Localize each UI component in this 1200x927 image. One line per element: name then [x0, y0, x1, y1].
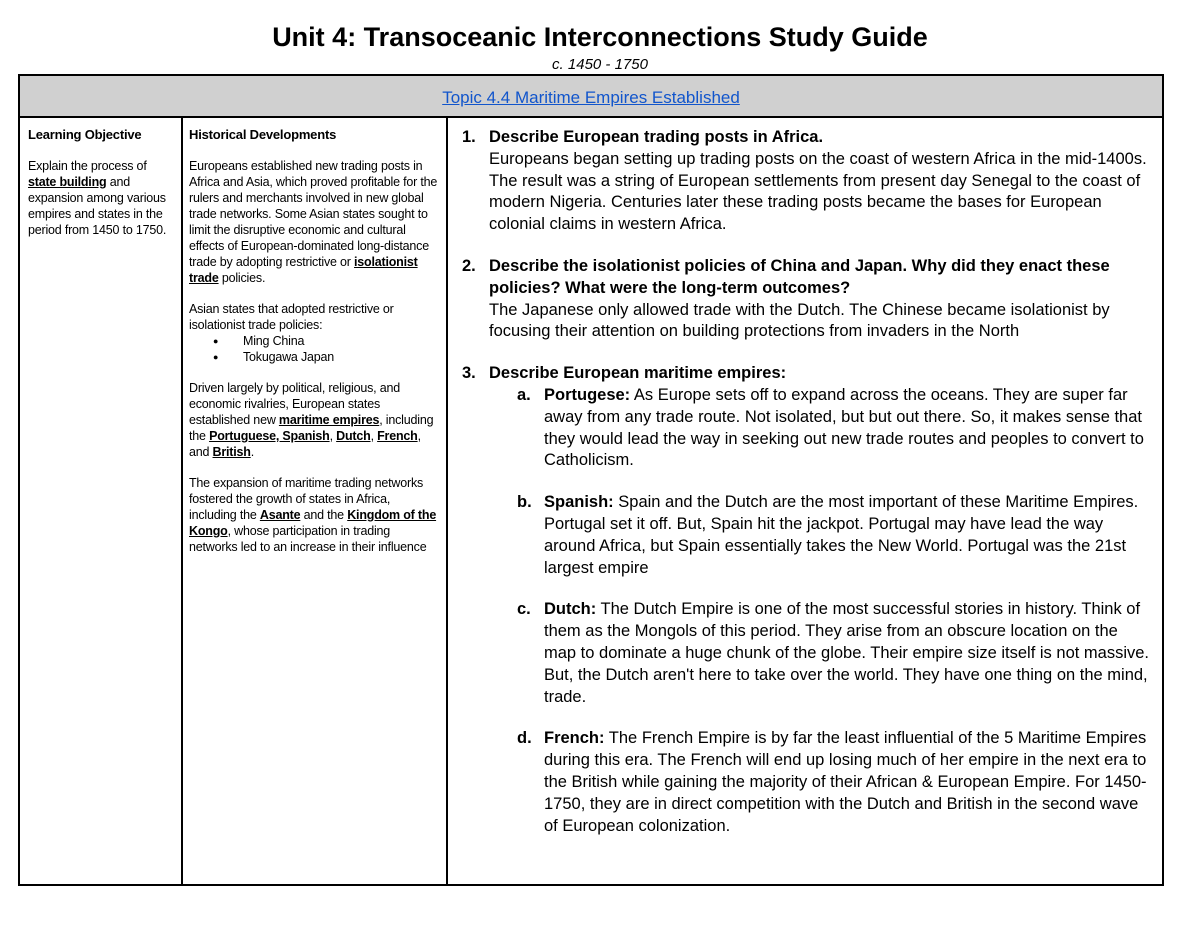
isolationist-states-list	[189, 333, 440, 365]
empire-dutch: c. Dutch: The Dutch Empire is one of the most successful stories in history. Think of them as the Mongols of this period. They arise from an obscure location on the map to dominate a huge chunk of the globe. Their empire size itself is not massive. But, the Dutch aren't here to take over the world. They have one thing on the mind, trade.	[517, 600, 1150, 706]
question-text: Describe the isolationist policies of China and Japan. Why did they enact these policies? What were the long-term outcomes?	[489, 256, 1110, 297]
answer-text: Europeans began setting up trading posts on the coast of western Africa in the mid-1400s. The result was a string of European settlements from present day Senegal to the coast of modern Nigeria. Centuries later these trading posts became the bases for European colonial claims in western Africa.	[489, 149, 1147, 234]
hd-paragraph-2: Asian states that adopted restrictive or isolationist trade policies: ● Ming China ● Tokugawa Japan	[189, 301, 440, 365]
hd-paragraph-4: The expansion of maritime trading networks fostered the growth of states in Africa, including the Asante and the Kingdom of the Kongo, whose participation in trading networks led to an increase in their influence	[189, 476, 437, 554]
answer-text: The Japanese only allowed trade with the Dutch. The Chinese became isolationist by focusing their attention on building protections from invaders in the North	[489, 300, 1110, 341]
learning-objective-header: Learning Objective	[28, 127, 142, 142]
topic-header-row	[20, 76, 1162, 118]
empire-portugese: a. Portugese: As Europe sets off to expand across the oceans. They are super far away from any trade route. Not isolated, but but out there. So, it makes sense that they would lead the way in seeking out new trade routes and peoples to convert to Catholicism.	[517, 385, 1144, 470]
question-text: Describe European maritime empires:	[489, 364, 787, 383]
learning-objective-text: Explain the process of state building and expansion among various empires and states in the period from 1450 to 1750.	[28, 159, 167, 237]
term-maritime-empires: maritime empires	[278, 413, 380, 427]
term-isolationist-trade: isolationist trade	[189, 255, 418, 285]
topic-link[interactable]: Topic 4.4 Maritime Empires Established	[442, 88, 740, 107]
term-british: British	[212, 445, 251, 459]
historical-developments-header: Historical Developments	[189, 127, 337, 142]
term-dutch: Dutch	[336, 429, 371, 443]
questions-column	[448, 118, 1162, 884]
hd-paragraph-1: Europeans established new trading posts in Africa and Asia, which proved profitable for the rulers and merchants involved in new global trade networks. Some Asian states sought to limit the disruptive economic and cultural effects of European-dominated long-distance trade by adopting restrictive or isolationist trade policies.	[189, 159, 438, 285]
question-3: 3. Describe European maritime empires:	[462, 363, 1154, 385]
historical-developments-column	[183, 118, 448, 884]
date-range-subtitle: c. 1450 - 1750	[552, 56, 648, 73]
learning-objective-column	[20, 118, 183, 884]
list-item: ● Ming China	[213, 333, 440, 349]
term-state-building: state building	[28, 175, 107, 189]
term-kingdom-of-the-kongo: Kingdom of the Kongo	[189, 508, 437, 538]
study-guide-table	[18, 74, 1164, 886]
question-1: 1. Describe European trading posts in Africa. Europeans began setting up trading posts on the coast of western Africa in the mid-1400s. The result was a string of European settlements from present day Senegal to the coast of modern Nigeria. Centuries later these trading posts became the bases for European colonial claims in western Africa.	[462, 127, 1154, 236]
term-asante: Asante	[259, 508, 301, 522]
empire-spanish: b. Spanish: Spain and the Dutch are the most important of these Maritime Empires. Portugal set it off. But, Spain hit the jackpot. Portugal may have lead the way around Africa, but Spain essentially takes the New World. Portugal was the 21st largest empire	[517, 493, 1139, 577]
hd-paragraph-3: Driven largely by political, religious, and economic rivalries, European states established new maritime empires, including the Portuguese, Spanish, Dutch, French, and British.	[189, 381, 434, 459]
term-french: French	[377, 429, 418, 443]
term-portuguese-spanish: Portuguese, Spanish	[209, 429, 330, 443]
page-title: Unit 4: Transoceanic Interconnections Study Guide	[272, 22, 928, 52]
empire-french: d. French: The French Empire is by far the least influential of the 5 Maritime Empires during this era. The French will end up losing much of her empire in the next era to the British while gaining the majority of their African & European Empire. For 1450-1750, they are in direct competition with the Dutch and British in the second wave of European colonization.	[517, 729, 1147, 835]
question-text: Describe European trading posts in Africa.	[489, 128, 824, 146]
list-item: ● Tokugawa Japan	[213, 349, 440, 365]
question-2: 2. Describe the isolationist policies of China and Japan. Why did they enact these policies? What were the long-term outcomes? The Japanese only allowed trade with the Dutch. The Chinese became isolationist by focusing their attention on building protections from invaders in the North	[462, 256, 1154, 343]
